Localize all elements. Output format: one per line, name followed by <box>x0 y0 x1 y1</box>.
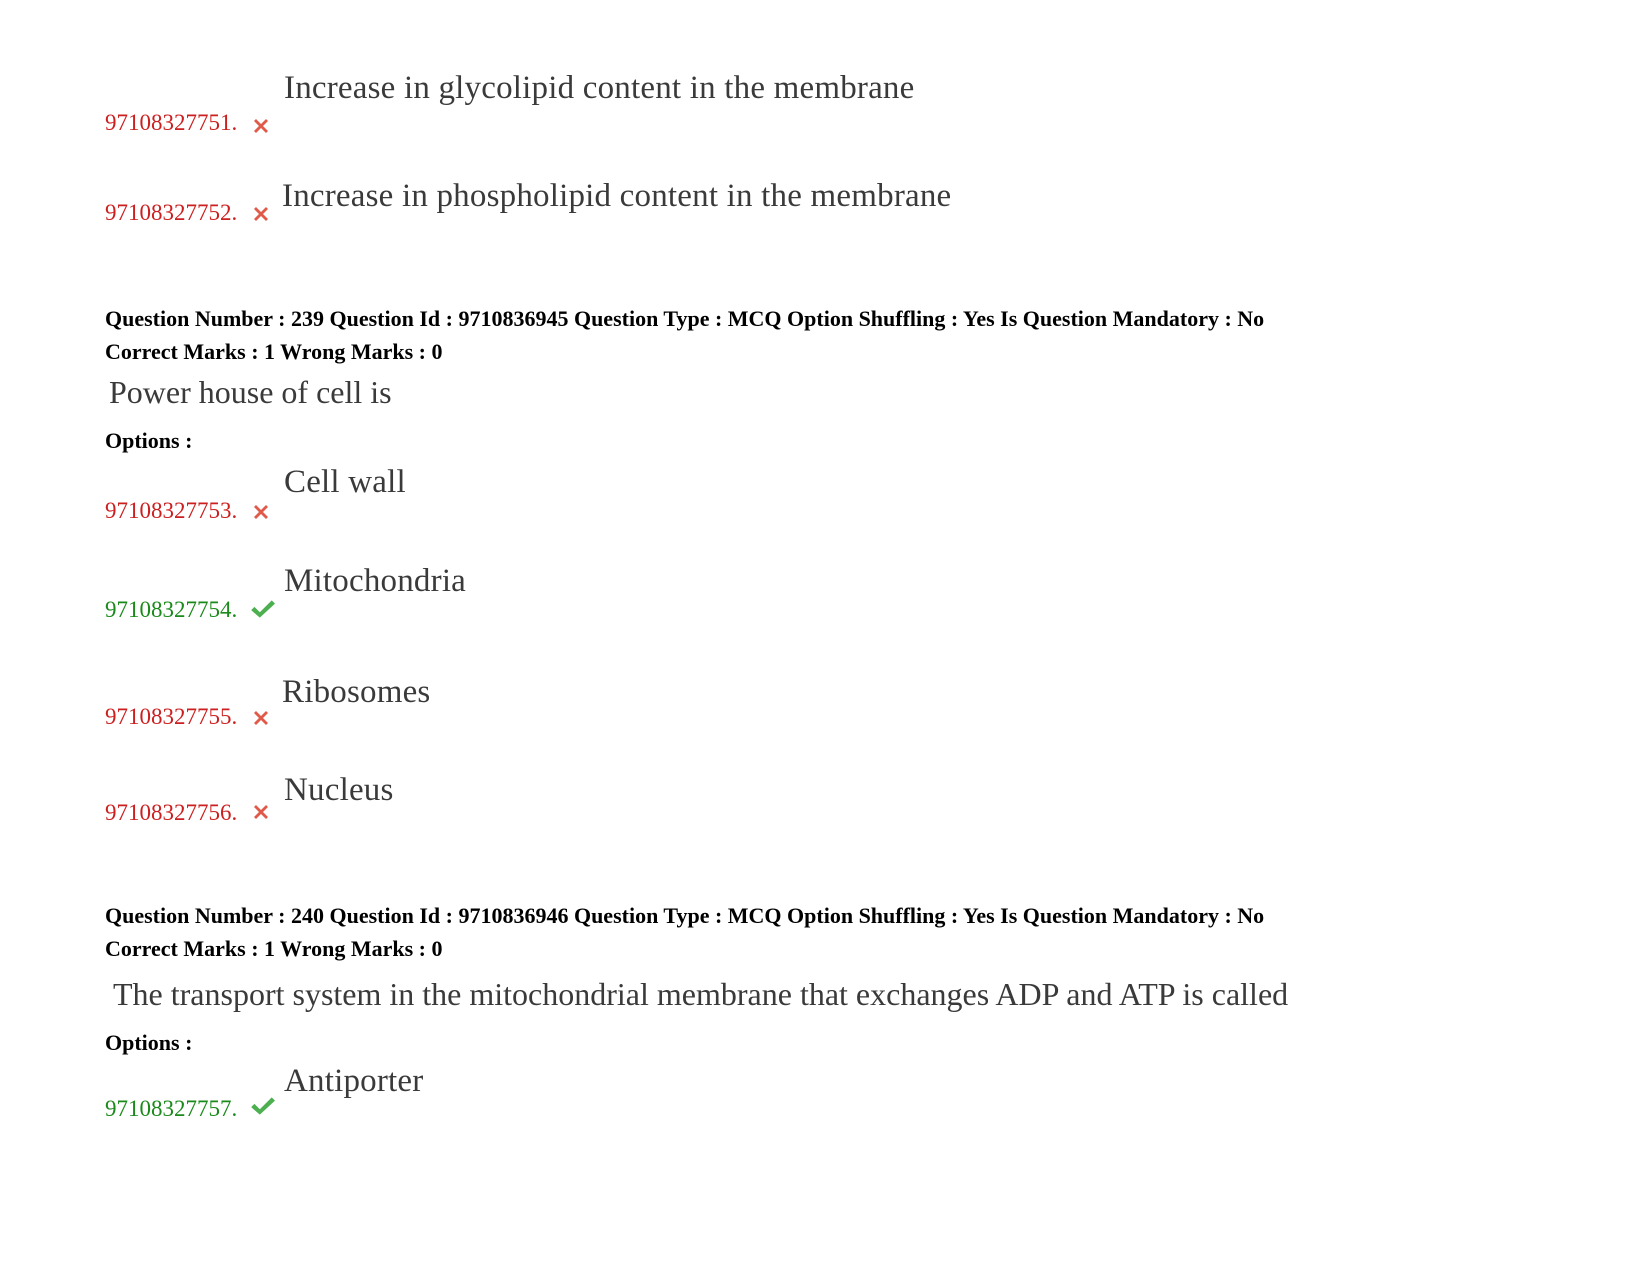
check-icon <box>249 596 275 622</box>
option-id: 97108327753. <box>105 498 238 523</box>
option-id: 97108327756. <box>105 800 238 825</box>
cross-icon <box>249 500 273 524</box>
cross-icon <box>249 800 273 824</box>
cross-icon <box>249 202 273 226</box>
question-meta-line1: Question Number : 239 Question Id : 9710836945 Question Type : MCQ Option Shuffling : Yes Is Question Mandatory : No <box>105 306 1265 331</box>
option-id: 97108327752. <box>105 200 238 225</box>
option-text: Antiporter <box>284 1063 424 1099</box>
option-text: Ribosomes <box>282 674 431 710</box>
option-id: 97108327751. <box>105 110 238 135</box>
cross-icon <box>249 706 273 730</box>
question-meta-line2: Correct Marks : 1 Wrong Marks : 0 <box>105 339 443 364</box>
question-meta <box>105 899 1264 965</box>
option-text: Nucleus <box>284 772 394 808</box>
option-text: Cell wall <box>284 464 406 500</box>
cross-icon <box>249 114 273 138</box>
question-text: The transport system in the mitochondrial membrane that exchanges ADP and ATP is called <box>113 976 1289 1012</box>
question-meta-line1: Question Number : 240 Question Id : 9710836946 Question Type : MCQ Option Shuffling : Yes Is Question Mandatory : No <box>105 903 1265 928</box>
option-text: Increase in glycolipid content in the membrane <box>284 70 915 106</box>
check-icon <box>249 1093 275 1119</box>
option-id: 97108327757. <box>105 1096 238 1121</box>
question-meta <box>105 302 1264 368</box>
options-label: Options : <box>105 428 193 453</box>
option-text: Increase in phospholipid content in the membrane <box>282 178 952 214</box>
options-label: Options : <box>105 1030 193 1055</box>
option-id: 97108327754. <box>105 597 238 622</box>
option-id: 97108327755. <box>105 704 238 729</box>
question-meta-line2: Correct Marks : 1 Wrong Marks : 0 <box>105 936 443 961</box>
option-text: Mitochondria <box>284 563 467 599</box>
question-text: Power house of cell is <box>109 374 392 410</box>
